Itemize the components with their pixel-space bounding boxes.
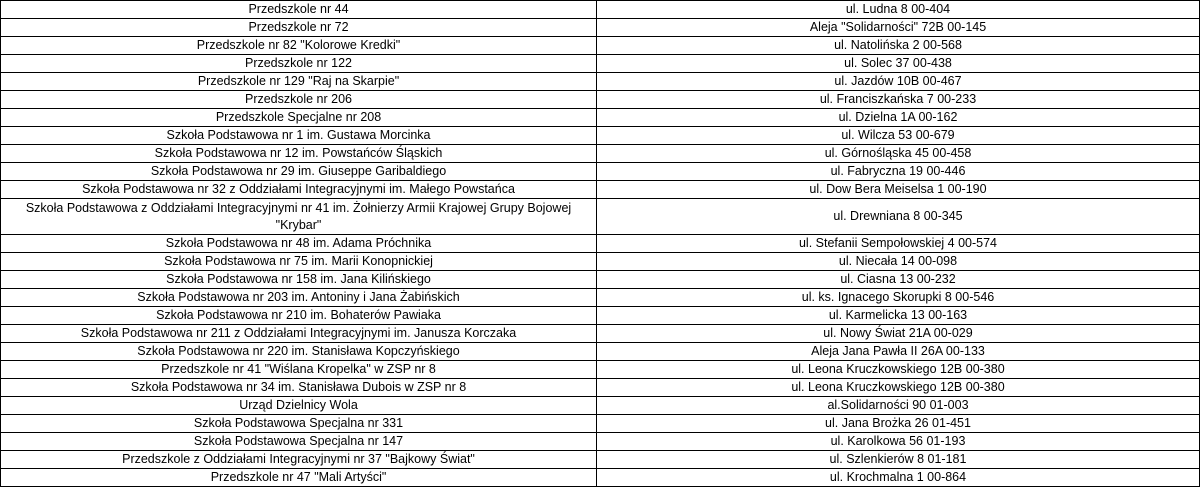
table-row [1,73,1200,91]
table-row [1,271,1200,289]
institution-name-cell[interactable]: Przedszkole nr 82 "Kolorowe Kredki" [1,37,597,55]
table-row [1,379,1200,397]
address-cell[interactable]: ul. Dow Bera Meiselsa 1 00-190 [597,181,1200,199]
table-row [1,55,1200,73]
address-cell[interactable]: ul. Nowy Świat 21A 00-029 [597,325,1200,343]
table-row [1,91,1200,109]
address-cell[interactable]: ul. Stefanii Sempołowskiej 4 00-574 [597,235,1200,253]
institution-name-cell[interactable]: Przedszkole nr 41 "Wiślana Kropelka" w ZSP nr 8 [1,361,597,379]
institution-name-cell[interactable]: Szkoła Podstawowa nr 210 im. Bohaterów Pawiaka [1,307,597,325]
table-row [1,415,1200,433]
table-row [1,163,1200,181]
address-cell[interactable]: ul. Szlenkierów 8 01-181 [597,451,1200,469]
table-row [1,253,1200,271]
institution-name-cell[interactable]: Przedszkole nr 122 [1,55,597,73]
table-row [1,325,1200,343]
table-row [1,469,1200,487]
table-row [1,145,1200,163]
table-row [1,433,1200,451]
table-row [1,451,1200,469]
institution-name-cell[interactable]: Szkoła Podstawowa nr 32 z Oddziałami Integracyjnymi im. Małego Powstańca [1,181,597,199]
institution-name-cell[interactable]: Przedszkole Specjalne nr 208 [1,109,597,127]
address-cell[interactable]: ul. Jazdów 10B 00-467 [597,73,1200,91]
table-row [1,19,1200,37]
table-row [1,1,1200,19]
institution-name-cell[interactable]: Szkoła Podstawowa nr 211 z Oddziałami Integracyjnymi im. Janusza Korczaka [1,325,597,343]
address-cell[interactable]: Aleja Jana Pawła II 26A 00-133 [597,343,1200,361]
table-row [1,397,1200,415]
address-cell[interactable]: ul. Dzielna 1A 00-162 [597,109,1200,127]
institution-name-cell[interactable]: Szkoła Podstawowa Specjalna nr 147 [1,433,597,451]
institution-name-cell[interactable]: Przedszkole nr 206 [1,91,597,109]
address-cell[interactable]: ul. ks. Ignacego Skorupki 8 00-546 [597,289,1200,307]
address-cell[interactable]: ul. Wilcza 53 00-679 [597,127,1200,145]
address-cell[interactable]: ul. Natolińska 2 00-568 [597,37,1200,55]
table-row [1,127,1200,145]
address-cell[interactable]: ul. Karmelicka 13 00-163 [597,307,1200,325]
institution-name-cell[interactable]: Przedszkole nr 129 "Raj na Skarpie" [1,73,597,91]
table-row [1,289,1200,307]
institution-name-cell[interactable]: Szkoła Podstawowa nr 12 im. Powstańców Śląskich [1,145,597,163]
table-body [1,1,1200,487]
address-cell[interactable]: ul. Franciszkańska 7 00-233 [597,91,1200,109]
table-row [1,181,1200,199]
institution-name-cell[interactable]: Szkoła Podstawowa nr 75 im. Marii Konopnickiej [1,253,597,271]
table-row [1,109,1200,127]
institution-name-cell[interactable]: Przedszkole z Oddziałami Integracyjnymi nr 37 "Bajkowy Świat" [1,451,597,469]
institution-name-cell[interactable]: Szkoła Podstawowa Specjalna nr 331 [1,415,597,433]
address-cell[interactable]: ul. Ludna 8 00-404 [597,1,1200,19]
address-cell[interactable]: ul. Górnośląska 45 00-458 [597,145,1200,163]
institution-name-cell[interactable]: Szkoła Podstawowa nr 1 im. Gustawa Morcinka [1,127,597,145]
address-cell[interactable]: ul. Fabryczna 19 00-446 [597,163,1200,181]
institution-name-cell[interactable]: Przedszkole nr 44 [1,1,597,19]
address-cell[interactable]: ul. Karolkowa 56 01-193 [597,433,1200,451]
institution-name-cell[interactable]: Przedszkole nr 72 [1,19,597,37]
address-cell[interactable]: ul. Jana Brożka 26 01-451 [597,415,1200,433]
institution-name-cell[interactable]: Przedszkole nr 47 "Mali Artyści" [1,469,597,487]
institution-name-cell[interactable]: Szkoła Podstawowa nr 158 im. Jana Kilińskiego [1,271,597,289]
table-row [1,343,1200,361]
address-cell[interactable]: ul. Solec 37 00-438 [597,55,1200,73]
institution-name-cell[interactable]: Szkoła Podstawowa nr 203 im. Antoniny i Jana Żabińskich [1,289,597,307]
institution-name-cell[interactable]: Szkoła Podstawowa z Oddziałami Integracyjnymi nr 41 im. Żołnierzy Armii Krajowej Grupy Bojowej "Krybar" [1,199,597,235]
address-cell[interactable]: ul. Niecała 14 00-098 [597,253,1200,271]
institution-name-cell[interactable]: Szkoła Podstawowa nr 48 im. Adama Próchnika [1,235,597,253]
address-cell[interactable]: ul. Krochmalna 1 00-864 [597,469,1200,487]
institution-name-cell[interactable]: Szkoła Podstawowa nr 29 im. Giuseppe Garibaldiego [1,163,597,181]
address-cell[interactable]: ul. Leona Kruczkowskiego 12B 00-380 [597,361,1200,379]
table-row [1,307,1200,325]
address-cell[interactable]: al.Solidarności 90 01-003 [597,397,1200,415]
table-row [1,199,1200,235]
institution-name-cell[interactable]: Szkoła Podstawowa nr 34 im. Stanisława Dubois w ZSP nr 8 [1,379,597,397]
address-cell[interactable]: Aleja "Solidarności" 72B 00-145 [597,19,1200,37]
institution-name-cell[interactable]: Urząd Dzielnicy Wola [1,397,597,415]
address-cell[interactable]: ul. Ciasna 13 00-232 [597,271,1200,289]
table-row [1,235,1200,253]
table-row [1,37,1200,55]
institution-name-cell[interactable]: Szkoła Podstawowa nr 220 im. Stanisława Kopczyńskiego [1,343,597,361]
address-cell[interactable]: ul. Drewniana 8 00-345 [597,199,1200,235]
table-row [1,361,1200,379]
address-cell[interactable]: ul. Leona Kruczkowskiego 12B 00-380 [597,379,1200,397]
